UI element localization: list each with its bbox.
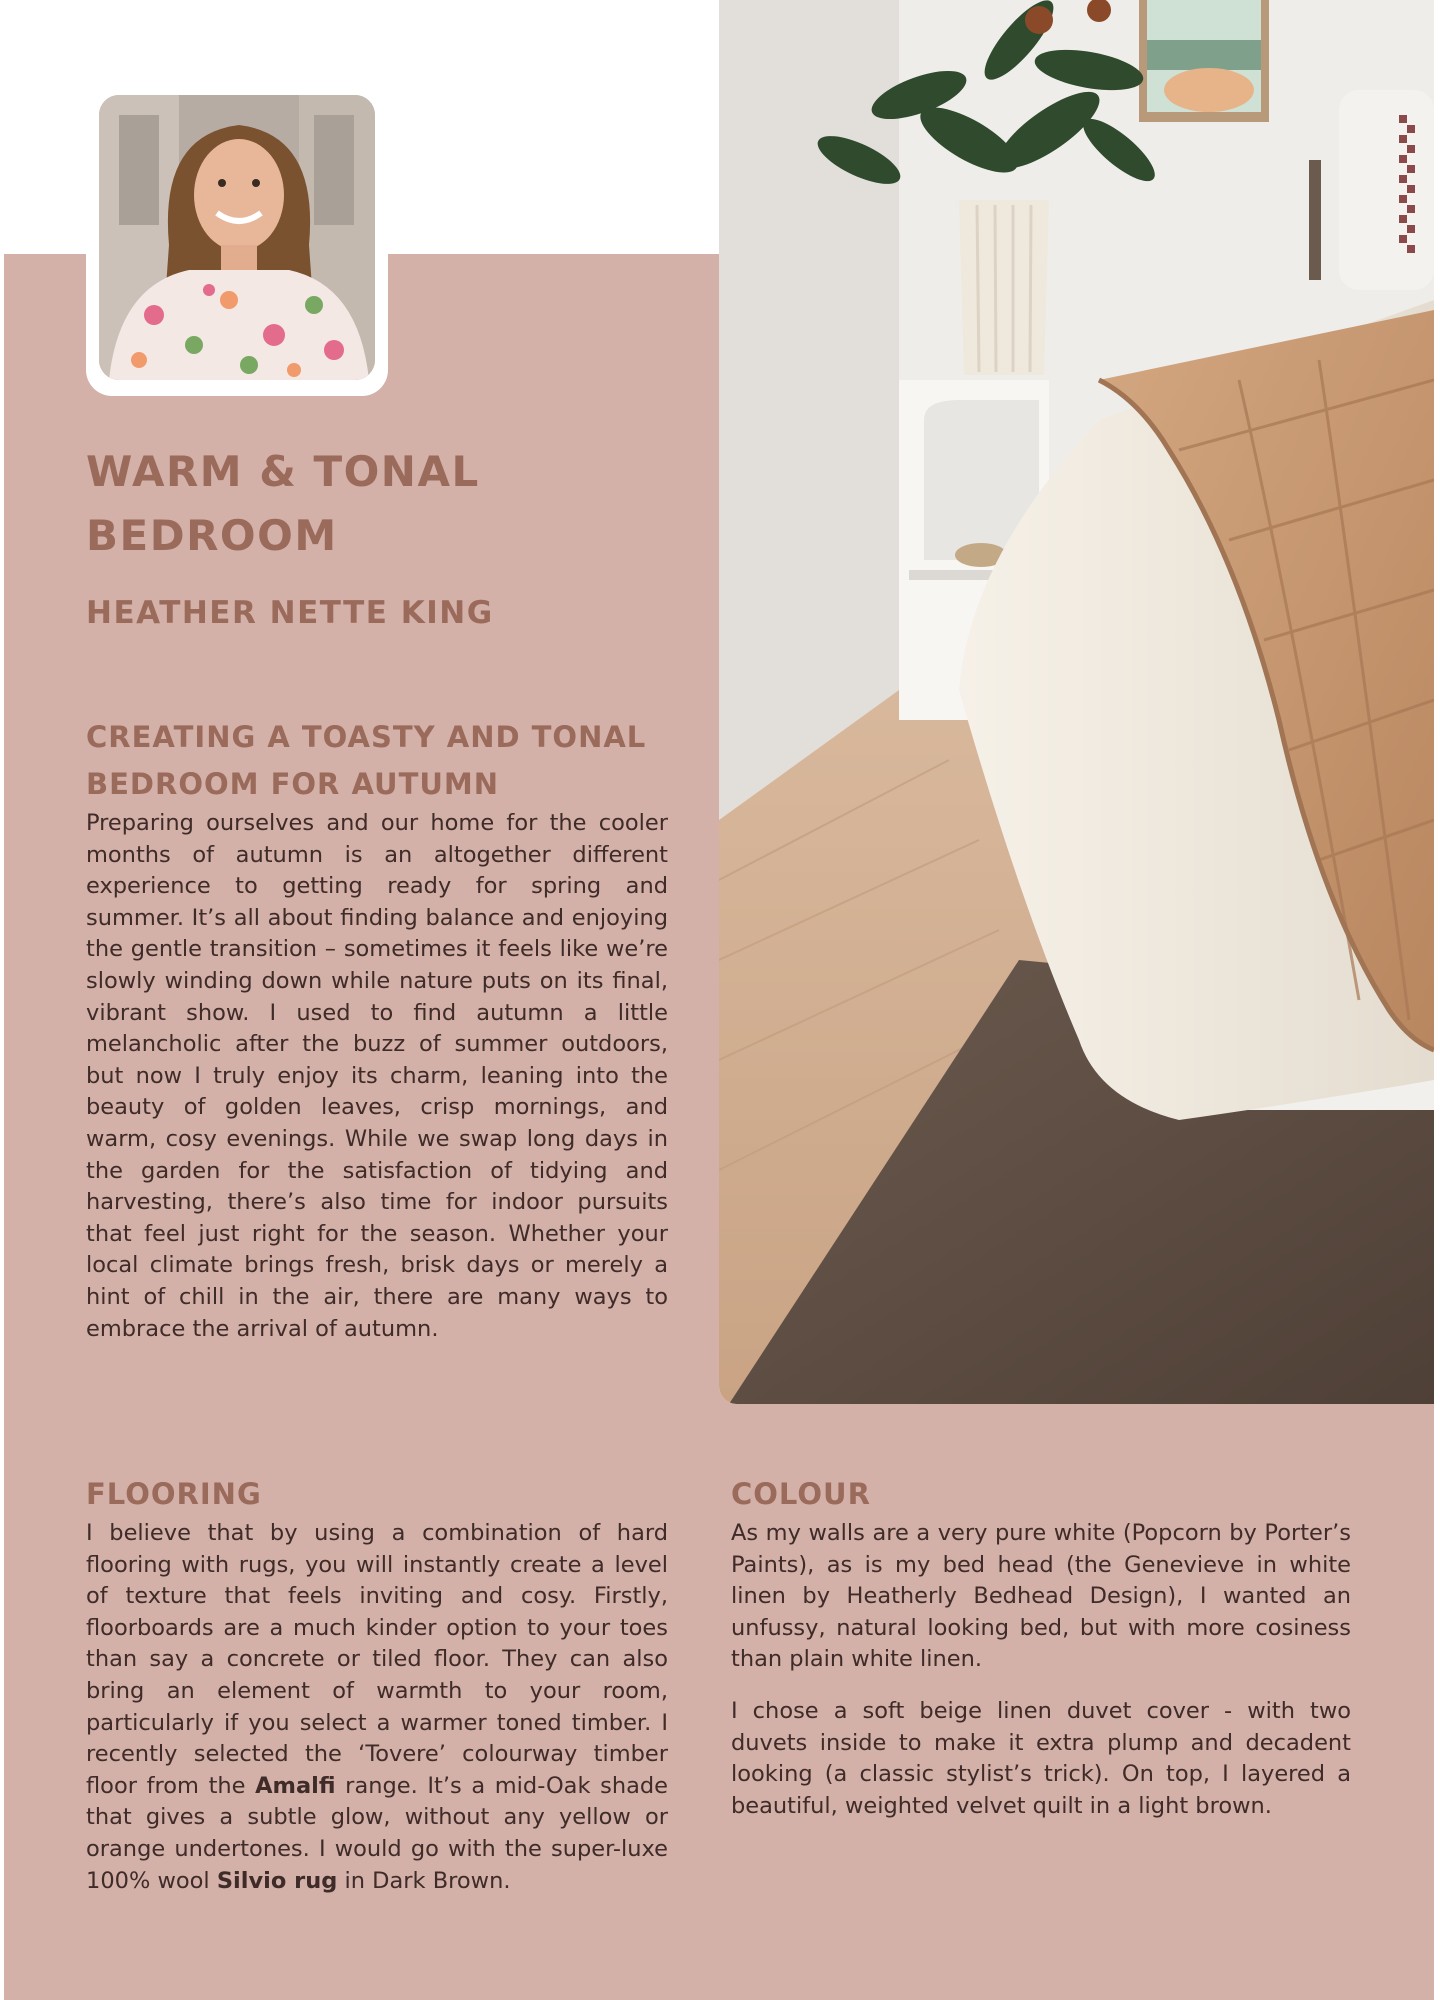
amalfi-range: Amalfi [255,1772,336,1799]
portrait-photo [99,95,375,380]
page-title: WARM & TONAL BEDROOM [86,447,480,560]
intro-section [86,714,668,1345]
intro-heading: CREATING A TOASTY AND TONAL BEDROOM FOR AUTUMN [86,720,647,801]
colour-section [731,1471,1351,1822]
flooring-text-1: I believe that by using a combination of hard flooring with rugs, you will instantly create a level of texture that feels inviting and cosy. Firstly, floorboards are a much kinder option to your toes than say a concrete or tiled floor. They can also bring an element of warmth to your room, particularly if you select a warmer toned timber. I recently selected the ‘Tovere’ colourway timber floor from the [86,1520,668,1799]
flooring-heading: FLOORING [86,1477,262,1511]
colour-paragraph-2: I chose a soft beige linen duvet cover - with two duvets inside to make it extra plump and decadent looking (a classic stylist’s trick). On top, I layered a beautiful, weighted velvet quilt in a light brown. [731,1697,1351,1819]
flooring-text-2: range. It’s a mid-Oak shade that gives a subtle glow, without any yellow or orange undertones. I would go with the super-luxe 100% wool [86,1772,669,1894]
bedroom-photo [719,0,1434,1404]
author-portrait [86,86,388,396]
author-name: HEATHER NETTE KING [86,595,494,631]
flooring-section [86,1471,668,1897]
silvio-rug: Silvio rug [216,1867,338,1894]
colour-paragraph-1: As my walls are a very pure white (Popcorn by Porter’s Paints), as is my bed head (the Genevieve in white linen by Heatherly Bedhead Design), I wanted an unfussy, natural looking bed, but with more cosiness than plain white linen. [731,1520,1351,1673]
colour-heading: COLOUR [731,1477,871,1511]
intro-body: Preparing ourselves and our home for the cooler months of autumn is an altogether different experience to getting ready for spring and summer. It’s all about finding balance and enjoying the gentle transition – sometimes it feels like we’re slowly winding down while nature puts on its final, vibrant show. I used to find autumn a little melancholic after the buzz of summer outdoors, but now I truly enjoy its charm, leaning into the beauty of golden leaves, crisp mornings, and warm, cosy evenings. While we swap long days in the garden for the satisfaction of tidying and harvesting, there’s also time for indoor pursuits that feel just right for the season. Whether your local climate brings fresh, brisk days or merely a hint of chill in the air, there are many ways to embrace the arrival of autumn. [86,810,668,1342]
flooring-text-3: in Dark Brown. [337,1867,511,1894]
flooring-body [86,1518,668,1897]
